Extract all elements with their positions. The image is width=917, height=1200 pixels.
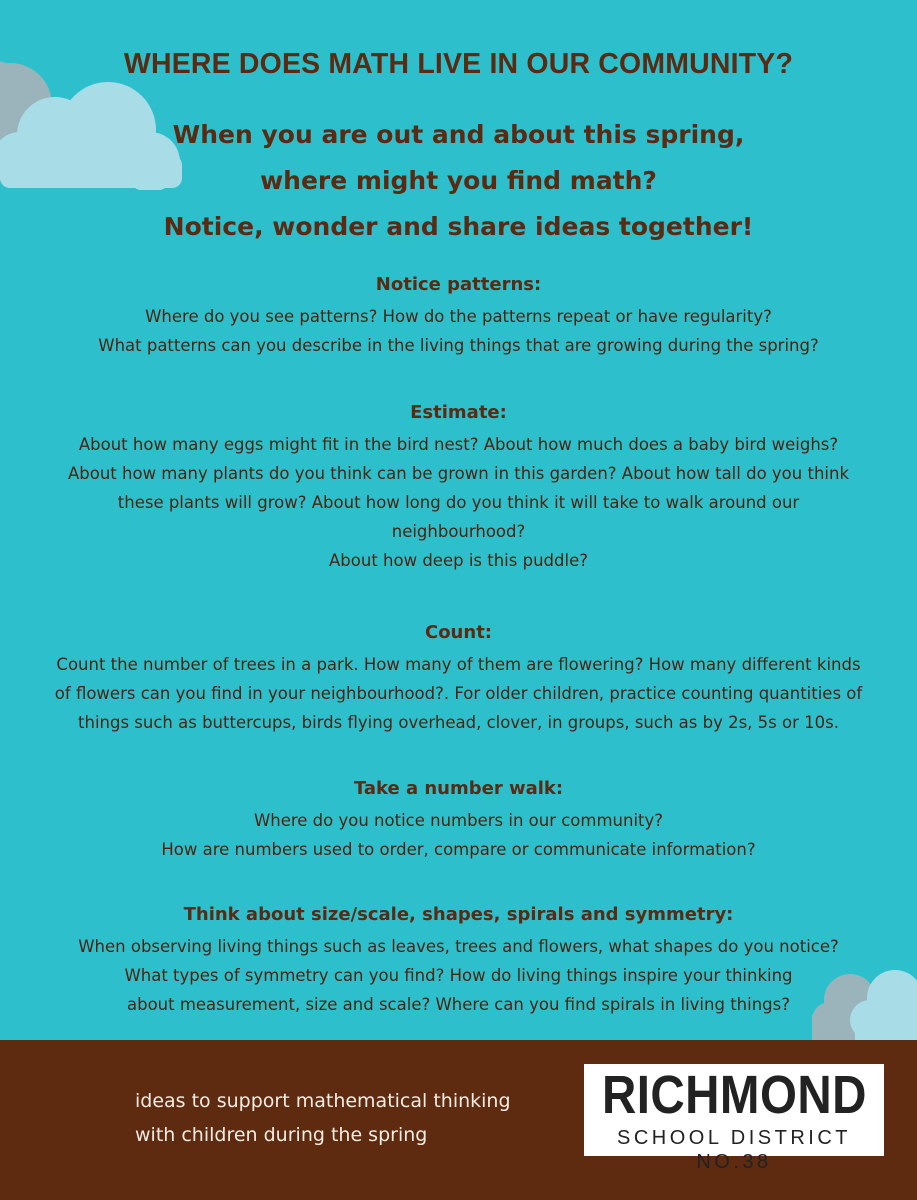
subtitle-line: where might you find math? [260, 166, 657, 195]
section-size-shapes [0, 902, 917, 1019]
section-heading: Count: [424, 622, 492, 643]
body-line: these plants will grow? About how long do you think it will take to walk around our [117, 493, 800, 512]
logo-subtitle: SCHOOL DISTRICT NO.38 [617, 1127, 851, 1173]
section-body [0, 806, 917, 864]
section-notice-patterns [0, 272, 917, 360]
body-line: of flowers can you find in your neighbourhood?. For older children, practice counting quantities of [54, 684, 863, 703]
logo-wordmark: RICHMOND [602, 1065, 867, 1125]
tagline-line: with children during the spring [135, 1124, 428, 1146]
section-number-walk [0, 776, 917, 864]
body-line: About how many eggs might fit in the bird nest? About how much does a baby bird weighs? [78, 435, 839, 454]
section-heading: Estimate: [410, 402, 507, 423]
body-line: When observing living things such as leaves, trees and flowers, what shapes do you notice? [78, 937, 839, 956]
section-heading: Think about size/scale, shapes, spirals and symmetry: [183, 904, 734, 925]
body-line: About how deep is this puddle? [329, 551, 588, 570]
body-line: About how many plants do you think can be grown in this garden? About how tall do you think [67, 464, 849, 483]
body-line: What types of symmetry can you find? How do living things inspire your thinking [124, 966, 793, 985]
body-line: Count the number of trees in a park. How many of them are flowering? How many different kinds [56, 655, 861, 674]
page-title: WHERE DOES MATH LIVE IN OUR COMMUNITY? [123, 48, 794, 80]
section-body [0, 650, 917, 737]
body-line: Where do you notice numbers in our community? [253, 811, 664, 830]
section-count [0, 620, 917, 737]
section-body [0, 430, 917, 575]
subtitle [0, 112, 917, 250]
richmond-school-district-logo [584, 1064, 884, 1173]
subtitle-line: Notice, wonder and share ideas together! [163, 212, 754, 241]
body-line: How are numbers used to order, compare or communicate information? [161, 840, 756, 859]
section-heading: Take a number walk: [353, 778, 564, 799]
subtitle-line: When you are out and about this spring, [172, 120, 745, 149]
body-line: Where do you see patterns? How do the patterns repeat or have regularity? [145, 307, 772, 326]
body-line: about measurement, size and scale? Where can you find spirals in living things? [126, 995, 790, 1014]
body-line: neighbourhood? [391, 522, 526, 541]
section-body [0, 932, 917, 1019]
body-line: things such as buttercups, birds flying overhead, clover, in groups, such as by 2s, 5s or 10s. [78, 713, 839, 732]
footer-tagline [135, 1084, 511, 1152]
section-estimate [0, 400, 917, 575]
section-heading: Notice patterns: [375, 274, 542, 295]
section-body [0, 302, 917, 360]
tagline-line: ideas to support mathematical thinking [135, 1090, 511, 1112]
body-line: What patterns can you describe in the living things that are growing during the spring? [98, 336, 819, 355]
